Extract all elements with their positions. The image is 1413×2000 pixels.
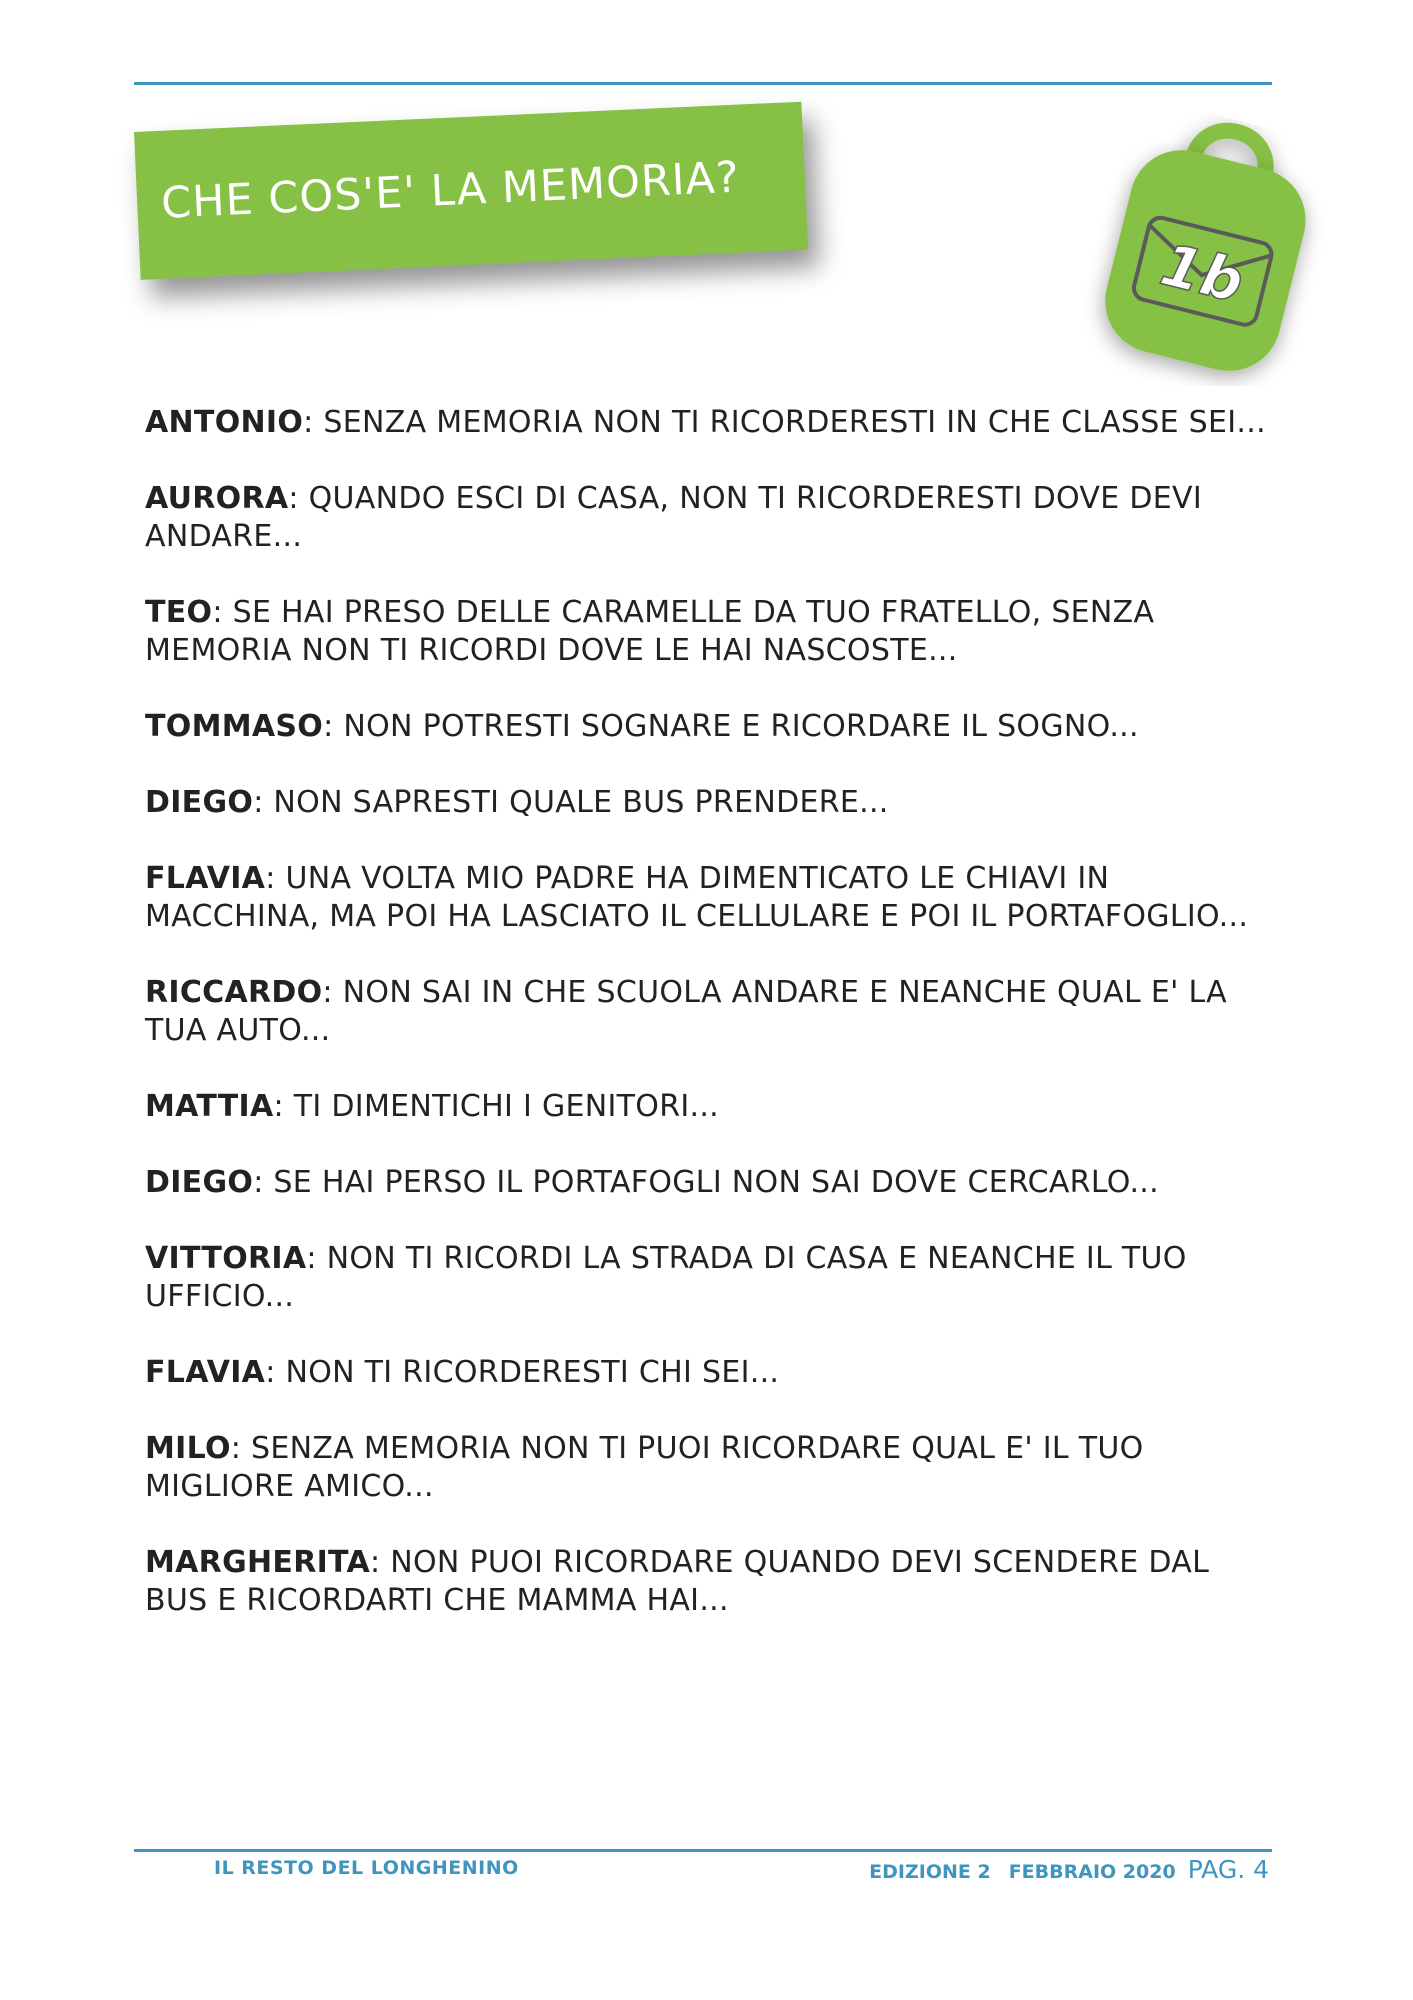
speaker-name: VITTORIA — [145, 1241, 307, 1276]
speaker-name: AURORA — [145, 481, 289, 516]
speaker-name: ANTONIO — [145, 405, 304, 440]
quote-text: : NON POTRESTI SOGNARE E RICORDARE IL SOGNO... — [323, 709, 1139, 744]
quote-text: : NON TI RICORDI LA STRADA DI CASA E NEANCHE IL TUO UFFICIO... — [145, 1241, 1187, 1314]
publication-name: IL RESTO DEL LONGHENINO — [214, 1857, 519, 1879]
quote-text: : TI DIMENTICHI I GENITORI... — [273, 1089, 720, 1124]
list-item — [145, 1164, 1275, 1202]
title-banner — [134, 102, 808, 280]
quote-text: : UNA VOLTA MIO PADRE HA DIMENTICATO LE CHIAVI IN MACCHINA, MA POI HA LASCIATO IL CELLULARE E POI IL PORTAFOGLIO... — [145, 861, 1249, 934]
badge-label: 1b — [1154, 230, 1251, 317]
list-item — [145, 404, 1275, 442]
speaker-name: MARGHERITA — [145, 1545, 371, 1580]
footer-info — [869, 1855, 1269, 1884]
quote-text: : SENZA MEMORIA NON TI RICORDERESTI IN CHE CLASSE SEI... — [303, 405, 1266, 440]
list-item — [145, 480, 1275, 556]
list-item — [145, 974, 1275, 1050]
speaker-name: FLAVIA — [145, 861, 266, 896]
list-item — [145, 1544, 1275, 1620]
speaker-name: TOMMASO — [145, 709, 324, 744]
speaker-name: MILO — [145, 1431, 231, 1466]
list-item — [145, 860, 1275, 936]
footer-rule — [134, 1849, 1272, 1852]
speaker-name: DIEGO — [145, 1165, 254, 1200]
list-item — [145, 708, 1275, 746]
quote-text: : QUANDO ESCI DI CASA, NON TI RICORDERESTI DOVE DEVI ANDARE... — [145, 481, 1202, 554]
backpack-icon — [1084, 96, 1334, 386]
speaker-name: FLAVIA — [145, 1355, 266, 1390]
quote-list — [145, 404, 1275, 1658]
speaker-name: TEO — [145, 595, 213, 630]
list-item — [145, 1240, 1275, 1316]
edition-label: EDIZIONE 2 — [869, 1861, 991, 1883]
speaker-name: DIEGO — [145, 785, 254, 820]
list-item — [145, 1430, 1275, 1506]
page-title: CHE COS'E' LA MEMORIA? — [160, 152, 741, 229]
list-item — [145, 1354, 1275, 1392]
quote-text: : SE HAI PERSO IL PORTAFOGLI NON SAI DOVE CERCARLO... — [253, 1165, 1159, 1200]
list-item — [145, 1088, 1275, 1126]
list-item — [145, 594, 1275, 670]
speaker-name: MATTIA — [145, 1089, 274, 1124]
quote-text: : NON PUOI RICORDARE QUANDO DEVI SCENDERE DAL BUS E RICORDARTI CHE MAMMA HAI... — [145, 1545, 1210, 1618]
quote-text: : NON SAI IN CHE SCUOLA ANDARE E NEANCHE QUAL E' LA TUA AUTO... — [145, 975, 1227, 1048]
header-rule — [134, 82, 1272, 85]
speaker-name: RICCARDO — [145, 975, 323, 1010]
page-number: PAG. 4 — [1187, 1855, 1269, 1884]
quote-text: : NON TI RICORDERESTI CHI SEI... — [265, 1355, 780, 1390]
list-item — [145, 784, 1275, 822]
date-label: FEBBRAIO 2020 — [1008, 1861, 1176, 1883]
quote-text: : SENZA MEMORIA NON TI PUOI RICORDARE QUAL E' IL TUO MIGLIORE AMICO... — [145, 1431, 1144, 1504]
quote-text: : NON SAPRESTI QUALE BUS PRENDERE... — [253, 785, 889, 820]
quote-text: : SE HAI PRESO DELLE CARAMELLE DA TUO FRATELLO, SENZA MEMORIA NON TI RICORDI DOVE LE HAI NASCOSTE... — [145, 595, 1155, 668]
